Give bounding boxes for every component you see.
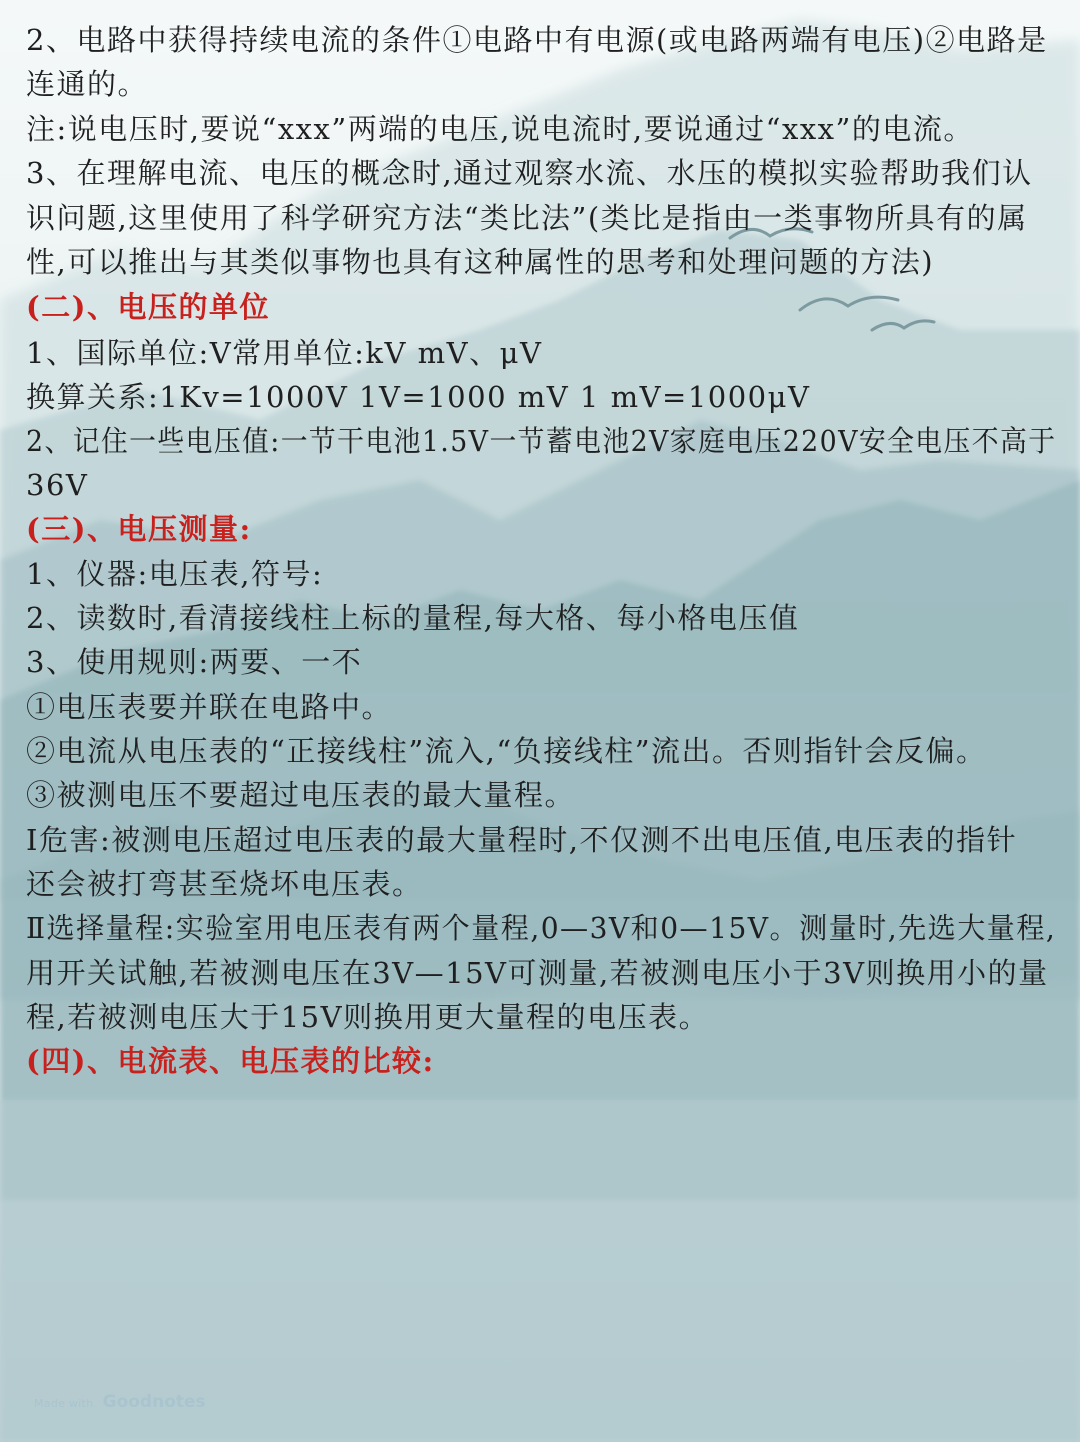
note-line: ②电流从电压表的“正接线柱”流入,“负接线柱”流出。否则指针会反偏。: [26, 734, 987, 768]
note-line: ①电压表要并联在电路中。: [26, 690, 393, 724]
section-heading: (四)、电流表、电压表的比较:: [26, 1044, 435, 1078]
note-line: 识问题,这里使用了科学研究方法“类比法”(类比是指由一类事物所具有的属: [26, 201, 1028, 235]
section-heading: (二)、电压的单位: [26, 290, 270, 324]
note-line: 性,可以推出与其类似事物也具有这种属性的思考和处理问题的方法): [26, 245, 935, 279]
note-line: 1、国际单位:V常用单位:kV mV、μV: [26, 336, 543, 370]
note-line: 2、读数时,看清接线柱上标的量程,每大格、每小格电压值: [26, 601, 800, 635]
watermark-brand: Goodnotes: [102, 1392, 206, 1412]
section-heading: (三)、电压测量:: [26, 512, 252, 546]
goodnotes-watermark: [34, 1392, 206, 1412]
note-line: 还会被打弯甚至烧坏电压表。: [26, 867, 423, 901]
note-line: 3、在理解电流、电压的概念时,通过观察水流、水压的模拟实验帮助我们认: [26, 156, 1033, 190]
note-line: Ⅱ选择量程:实验室用电压表有两个量程,0—3V和0—15V。测量时,先选大量程,: [26, 911, 1057, 945]
note-line: 用开关试触,若被测电压在3V—15V可测量,若被测电压小于3V则换用小的量: [26, 956, 1049, 990]
note-line: 注:说电压时,要说“xxx”两端的电压,说电流时,要说通过“xxx”的电流。: [26, 112, 974, 146]
note-line: ③被测电压不要超过电压表的最大量程。: [26, 778, 576, 812]
note-line: Ⅰ危害:被测电压超过电压表的最大量程时,不仅测不出电压值,电压表的指针: [26, 823, 1018, 857]
note-line: 2、记住一些电压值:一节干电池1.5V一节蓄电池2V家庭电压220V安全电压不高于: [26, 424, 1057, 458]
watermark-prefix: Made with: [34, 1397, 94, 1410]
note-line: 1、仪器:电压表,符号:: [26, 557, 324, 591]
note-line: 3、使用规则:两要、一不: [26, 645, 363, 679]
note-line: 程,若被测电压大于15V则换用更大量程的电压表。: [26, 1000, 710, 1034]
note-line: 2、电路中获得持续电流的条件①电路中有电源(或电路两端有电压)②电路是: [26, 23, 1048, 57]
note-line: 连通的。: [26, 67, 149, 101]
note-line: 换算关系:1Kv=1000V 1V=1000 mV 1 mV=1000μV: [26, 380, 811, 414]
note-line: 36V: [26, 468, 89, 502]
